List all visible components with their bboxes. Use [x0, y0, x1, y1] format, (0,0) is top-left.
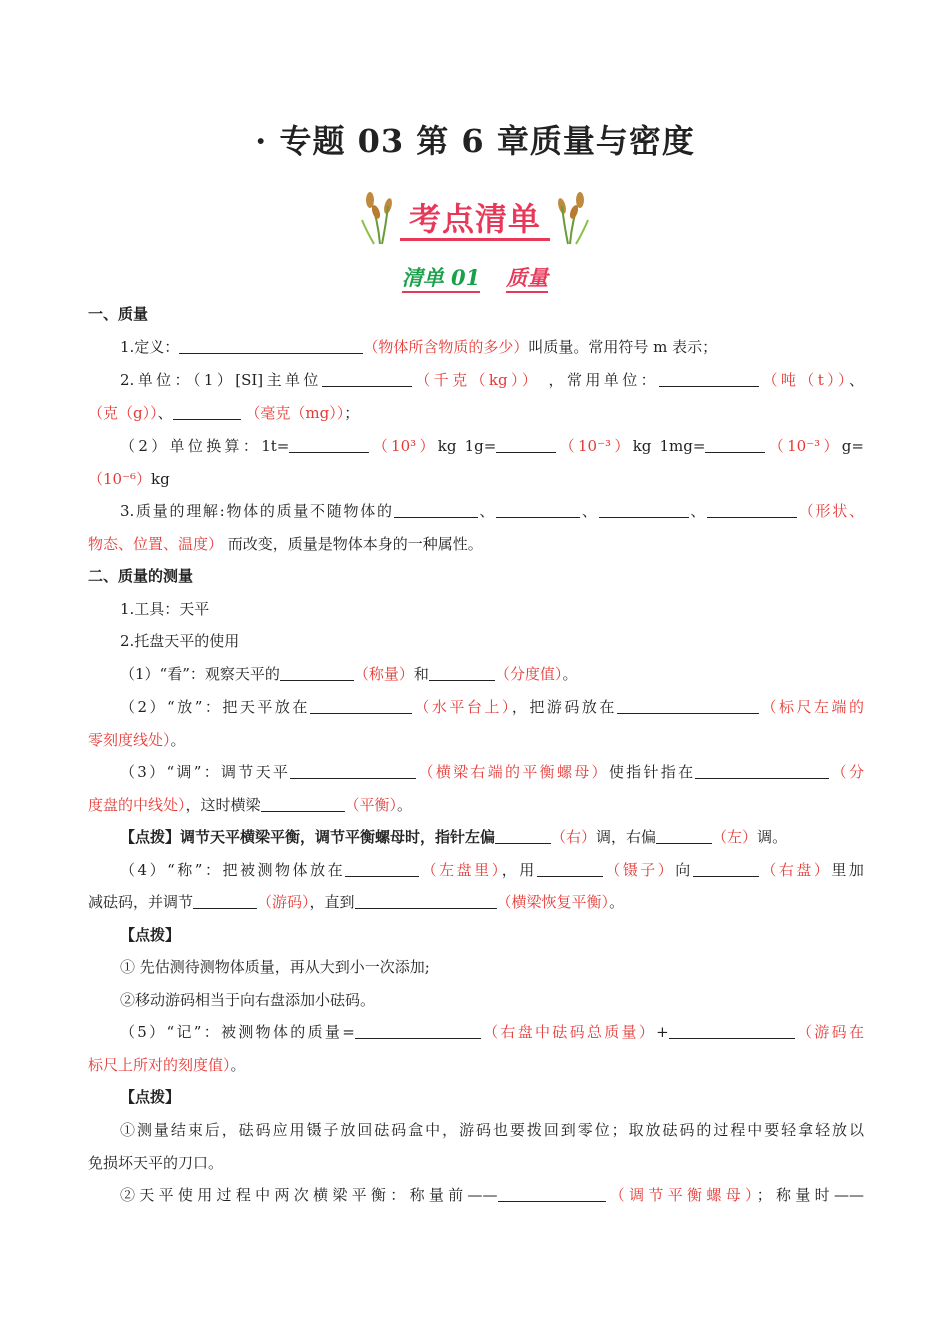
answer-blank [193, 893, 257, 909]
answer-blank [355, 1023, 481, 1039]
tip-item: ①测量结束后，砝码应用镊子放回砝码盒中，游码也要拨回到零位；取放砝码的过程中要轻拿轻放以 [120, 1121, 864, 1139]
answer-blank [429, 665, 495, 681]
answer-blank [310, 698, 412, 714]
answer-blank [345, 861, 419, 877]
banner-title: 考点清单 [408, 200, 541, 238]
answer-blank [496, 437, 556, 453]
answer-blank [705, 437, 765, 453]
tool-line: 1.工具：天平 [120, 600, 210, 618]
understanding-line: 3.质量的理解:物体的质量不随物体的 、 、 、 （形状、 [120, 502, 864, 520]
answer-blank [498, 1186, 606, 1202]
tip-item: ②移动游码相当于向右盘添加小砝码。 [120, 991, 376, 1009]
step-place-cont: 零刻度线处）。 [88, 731, 186, 749]
tip-item-cont: 免损坏天平的刀口。 [88, 1154, 224, 1172]
answer-blank [261, 796, 345, 812]
use-line: 2.托盘天平的使用 [120, 632, 240, 650]
step-weigh: （4）“称”：把被测物体放在 （左盘里），用 （镊子）向 （右盘）里加 [120, 861, 864, 879]
answer-blank [695, 763, 829, 779]
answer-blank [537, 861, 603, 877]
answer-blank [617, 698, 759, 714]
tip-item: ②天平使用过程中两次横梁平衡：称量前—— （调节平衡螺母）；称量时—— [120, 1186, 864, 1204]
document-title: · 专题 03 第 6 章质量与密度 [255, 122, 695, 160]
understanding-line-cont: 物态、位置、温度） 而改变，质量是物体本身的一种属性。 [88, 535, 483, 553]
definition-line: 1.定义： （物体所含物质的多少）叫质量。常用符号 m 表示； [120, 338, 718, 356]
tip-adjust: 【点拨】调节天平横梁平衡，调节平衡螺母时，指针左偏 （右）调，右偏 （左）调。 [120, 828, 788, 846]
tip-heading: 【点拨】 [120, 1088, 181, 1106]
step-look: （1）“看”：观察天平的 （称量）和 （分度值）。 [120, 665, 578, 683]
section-number: 清单 01 [402, 265, 481, 293]
answer-blank [355, 893, 497, 909]
wheat-left-icon [360, 190, 400, 246]
answer-blank [599, 502, 689, 518]
answer-blank [322, 371, 412, 387]
conversion-line: （2）单位换算：1t= （10³）kg 1g= （10⁻³）kg 1mg= （10⁻³）g= [120, 437, 864, 455]
answer-blank [394, 502, 478, 518]
answer-blank [280, 665, 354, 681]
answer-blank [707, 502, 797, 518]
banner [360, 190, 590, 246]
step-adjust: （3）“调”：调节天平 （横梁右端的平衡螺母）使指针指在 （分 [120, 763, 864, 781]
answer-blank [656, 828, 712, 844]
unit-line-cont: （克（g））、 （毫克（mg））； [88, 404, 360, 422]
answer-blank [659, 371, 759, 387]
unit-line: 2.单位：（1）[SI]主单位 （千克（kg）） ，常用单位： （吨（t））、 [120, 371, 864, 389]
tip-heading: 【点拨】 [120, 926, 181, 944]
step-record-cont: 标尺上所对的刻度值）。 [88, 1056, 246, 1074]
answer-blank [289, 437, 369, 453]
step-weigh-cont: 减砝码，并调节 （游码），直到 （横梁恢复平衡）。 [88, 893, 625, 911]
section-heading [0, 262, 950, 292]
heading-quality: 一、质量 [88, 305, 149, 323]
answer-blank [495, 828, 551, 844]
step-record: （5）“记”：被测物体的质量= （右盘中砝码总质量）+ （游码在 [120, 1023, 864, 1041]
banner-underline [400, 238, 550, 241]
answer-blank [669, 1023, 795, 1039]
step-adjust-cont: 度盘的中线处），这时横梁 （平衡）。 [88, 796, 413, 814]
heading-measurement: 二、质量的测量 [88, 567, 194, 585]
answer-blank [496, 502, 580, 518]
conversion-line-cont: （10⁻⁶）kg [88, 470, 170, 488]
answer-blank [693, 861, 759, 877]
answer-blank [179, 338, 363, 354]
step-place: （2）“放”：把天平放在 （水平台上），把游码放在 （标尺左端的 [120, 698, 864, 716]
answer-blank [290, 763, 416, 779]
wheat-right-icon [550, 190, 590, 246]
answer-blank [173, 404, 241, 420]
tip-item: ① 先估测待测物体质量，再从大到小一次添加; [120, 958, 430, 976]
section-topic: 质量 [506, 265, 548, 293]
